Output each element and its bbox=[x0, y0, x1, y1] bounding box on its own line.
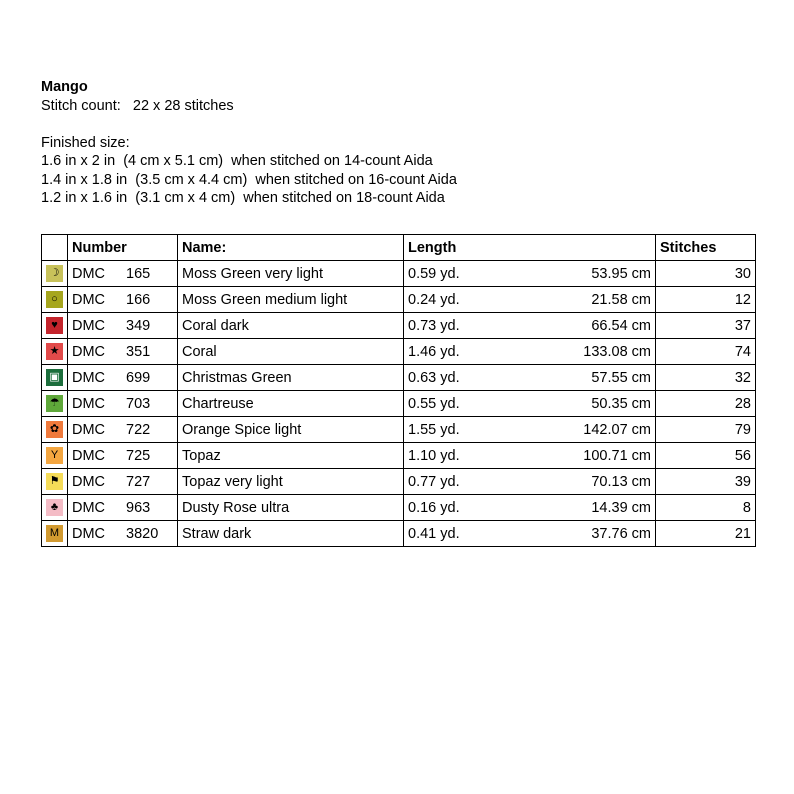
number-cell bbox=[68, 261, 178, 287]
symbol-cell bbox=[42, 365, 68, 391]
spacer bbox=[41, 115, 457, 134]
symbol-cell bbox=[42, 287, 68, 313]
length-cm: 70.13 cm bbox=[591, 473, 651, 490]
name-cell: Dusty Rose ultra bbox=[178, 495, 404, 521]
length-cm: 21.58 cm bbox=[591, 291, 651, 308]
length-yards: 0.73 yd. bbox=[408, 317, 460, 334]
color-swatch-icon: ♣ bbox=[46, 499, 63, 516]
length-cell bbox=[404, 391, 656, 417]
color-swatch-icon: ★ bbox=[46, 343, 63, 360]
symbol-cell bbox=[42, 261, 68, 287]
finished-size-label: Finished size: bbox=[41, 134, 130, 151]
number-cell bbox=[68, 391, 178, 417]
number-cell bbox=[68, 417, 178, 443]
color-swatch-icon: ☽ bbox=[46, 265, 63, 282]
length-cell bbox=[404, 261, 656, 287]
floss-number: 166 bbox=[126, 291, 151, 308]
pattern-header bbox=[41, 78, 457, 208]
stitches-cell: 12 bbox=[656, 287, 756, 313]
brand-label: DMC bbox=[72, 447, 106, 464]
color-swatch-icon: ▣ bbox=[46, 369, 63, 386]
name-cell: Chartreuse bbox=[178, 391, 404, 417]
stitches-cell: 21 bbox=[656, 521, 756, 547]
table-row bbox=[42, 417, 756, 443]
color-swatch-icon: Y bbox=[46, 447, 63, 464]
name-cell: Orange Spice light bbox=[178, 417, 404, 443]
length-cell bbox=[404, 495, 656, 521]
length-yards: 0.24 yd. bbox=[408, 291, 460, 308]
symbol-cell bbox=[42, 417, 68, 443]
floss-number: 165 bbox=[126, 265, 151, 282]
name-cell: Topaz bbox=[178, 443, 404, 469]
table-row bbox=[42, 443, 756, 469]
size-line-16: 1.4 in x 1.8 in (3.5 cm x 4.4 cm) when stitched on 16-count Aida bbox=[41, 171, 457, 188]
floss-number: 963 bbox=[126, 499, 151, 516]
stitches-cell: 32 bbox=[656, 365, 756, 391]
number-cell bbox=[68, 495, 178, 521]
number-cell bbox=[68, 469, 178, 495]
column-header-name: Name: bbox=[178, 235, 404, 261]
symbol-cell bbox=[42, 313, 68, 339]
length-cell bbox=[404, 521, 656, 547]
floss-number: 349 bbox=[126, 317, 151, 334]
length-yards: 1.10 yd. bbox=[408, 447, 460, 464]
brand-label: DMC bbox=[72, 343, 106, 360]
symbol-cell bbox=[42, 521, 68, 547]
table-row bbox=[42, 339, 756, 365]
stitches-cell: 56 bbox=[656, 443, 756, 469]
column-header-length: Length bbox=[404, 235, 656, 261]
color-swatch-icon: ☂ bbox=[46, 395, 63, 412]
name-cell: Moss Green very light bbox=[178, 261, 404, 287]
number-cell bbox=[68, 339, 178, 365]
floss-number: 722 bbox=[126, 421, 151, 438]
table-row bbox=[42, 313, 756, 339]
length-cell bbox=[404, 443, 656, 469]
length-cm: 133.08 cm bbox=[583, 343, 651, 360]
name-cell: Topaz very light bbox=[178, 469, 404, 495]
number-cell bbox=[68, 521, 178, 547]
length-cell bbox=[404, 365, 656, 391]
color-swatch-icon: ○ bbox=[46, 291, 63, 308]
brand-label: DMC bbox=[72, 473, 106, 490]
stitches-cell: 39 bbox=[656, 469, 756, 495]
length-yards: 0.55 yd. bbox=[408, 395, 460, 412]
table-row bbox=[42, 365, 756, 391]
number-cell bbox=[68, 443, 178, 469]
table-row bbox=[42, 521, 756, 547]
brand-label: DMC bbox=[72, 421, 106, 438]
brand-label: DMC bbox=[72, 499, 106, 516]
color-swatch-icon: ⚑ bbox=[46, 473, 63, 490]
floss-number: 351 bbox=[126, 343, 151, 360]
table-header-row bbox=[42, 235, 756, 261]
symbol-cell bbox=[42, 469, 68, 495]
number-cell bbox=[68, 313, 178, 339]
length-yards: 0.77 yd. bbox=[408, 473, 460, 490]
length-cell bbox=[404, 287, 656, 313]
brand-label: DMC bbox=[72, 291, 106, 308]
table-row bbox=[42, 391, 756, 417]
name-cell: Christmas Green bbox=[178, 365, 404, 391]
size-line-14: 1.6 in x 2 in (4 cm x 5.1 cm) when stitched on 14-count Aida bbox=[41, 153, 433, 169]
floss-number: 725 bbox=[126, 447, 151, 464]
symbol-cell bbox=[42, 443, 68, 469]
table-row bbox=[42, 287, 756, 313]
length-cell bbox=[404, 469, 656, 495]
name-cell: Coral dark bbox=[178, 313, 404, 339]
brand-label: DMC bbox=[72, 369, 106, 386]
name-cell: Straw dark bbox=[178, 521, 404, 547]
stitches-cell: 8 bbox=[656, 495, 756, 521]
stitches-cell: 30 bbox=[656, 261, 756, 287]
column-header-number: Number bbox=[68, 235, 178, 261]
column-header-stitches: Stitches bbox=[656, 235, 756, 261]
length-yards: 0.63 yd. bbox=[408, 369, 460, 386]
length-cm: 142.07 cm bbox=[583, 421, 651, 438]
brand-label: DMC bbox=[72, 265, 106, 282]
symbol-cell bbox=[42, 339, 68, 365]
floss-number: 3820 bbox=[126, 525, 159, 542]
stitch-count: Stitch count: 22 x 28 stitches bbox=[41, 97, 234, 114]
floss-number: 703 bbox=[126, 395, 151, 412]
brand-label: DMC bbox=[72, 317, 106, 334]
symbol-cell bbox=[42, 495, 68, 521]
stitches-cell: 28 bbox=[656, 391, 756, 417]
floss-number: 727 bbox=[126, 473, 151, 490]
length-yards: 0.59 yd. bbox=[408, 265, 460, 282]
length-yards: 0.41 yd. bbox=[408, 525, 460, 542]
length-cm: 50.35 cm bbox=[591, 395, 651, 412]
length-yards: 1.46 yd. bbox=[408, 343, 460, 360]
brand-label: DMC bbox=[72, 525, 106, 542]
length-yards: 0.16 yd. bbox=[408, 499, 460, 516]
number-cell bbox=[68, 287, 178, 313]
table-row bbox=[42, 495, 756, 521]
length-cell bbox=[404, 417, 656, 443]
length-yards: 1.55 yd. bbox=[408, 421, 460, 438]
length-cm: 57.55 cm bbox=[591, 369, 651, 386]
color-swatch-icon: ♥ bbox=[46, 317, 63, 334]
length-cm: 14.39 cm bbox=[591, 499, 651, 516]
stitches-cell: 37 bbox=[656, 313, 756, 339]
stitches-cell: 74 bbox=[656, 339, 756, 365]
length-cell bbox=[404, 313, 656, 339]
column-header-symbol bbox=[42, 235, 68, 261]
length-cm: 53.95 cm bbox=[591, 265, 651, 282]
table-row bbox=[42, 261, 756, 287]
length-cell bbox=[404, 339, 656, 365]
floss-number: 699 bbox=[126, 369, 151, 386]
size-line-18: 1.2 in x 1.6 in (3.1 cm x 4 cm) when stitched on 18-count Aida bbox=[41, 190, 445, 206]
name-cell: Coral bbox=[178, 339, 404, 365]
pattern-title: Mango bbox=[41, 79, 88, 95]
symbol-cell bbox=[42, 391, 68, 417]
table-row bbox=[42, 469, 756, 495]
color-swatch-icon: M bbox=[46, 525, 63, 542]
color-swatch-icon: ✿ bbox=[46, 421, 63, 438]
length-cm: 37.76 cm bbox=[591, 525, 651, 542]
floss-table bbox=[41, 234, 756, 547]
length-cm: 100.71 cm bbox=[583, 447, 651, 464]
stitches-cell: 79 bbox=[656, 417, 756, 443]
number-cell bbox=[68, 365, 178, 391]
name-cell: Moss Green medium light bbox=[178, 287, 404, 313]
brand-label: DMC bbox=[72, 395, 106, 412]
length-cm: 66.54 cm bbox=[591, 317, 651, 334]
